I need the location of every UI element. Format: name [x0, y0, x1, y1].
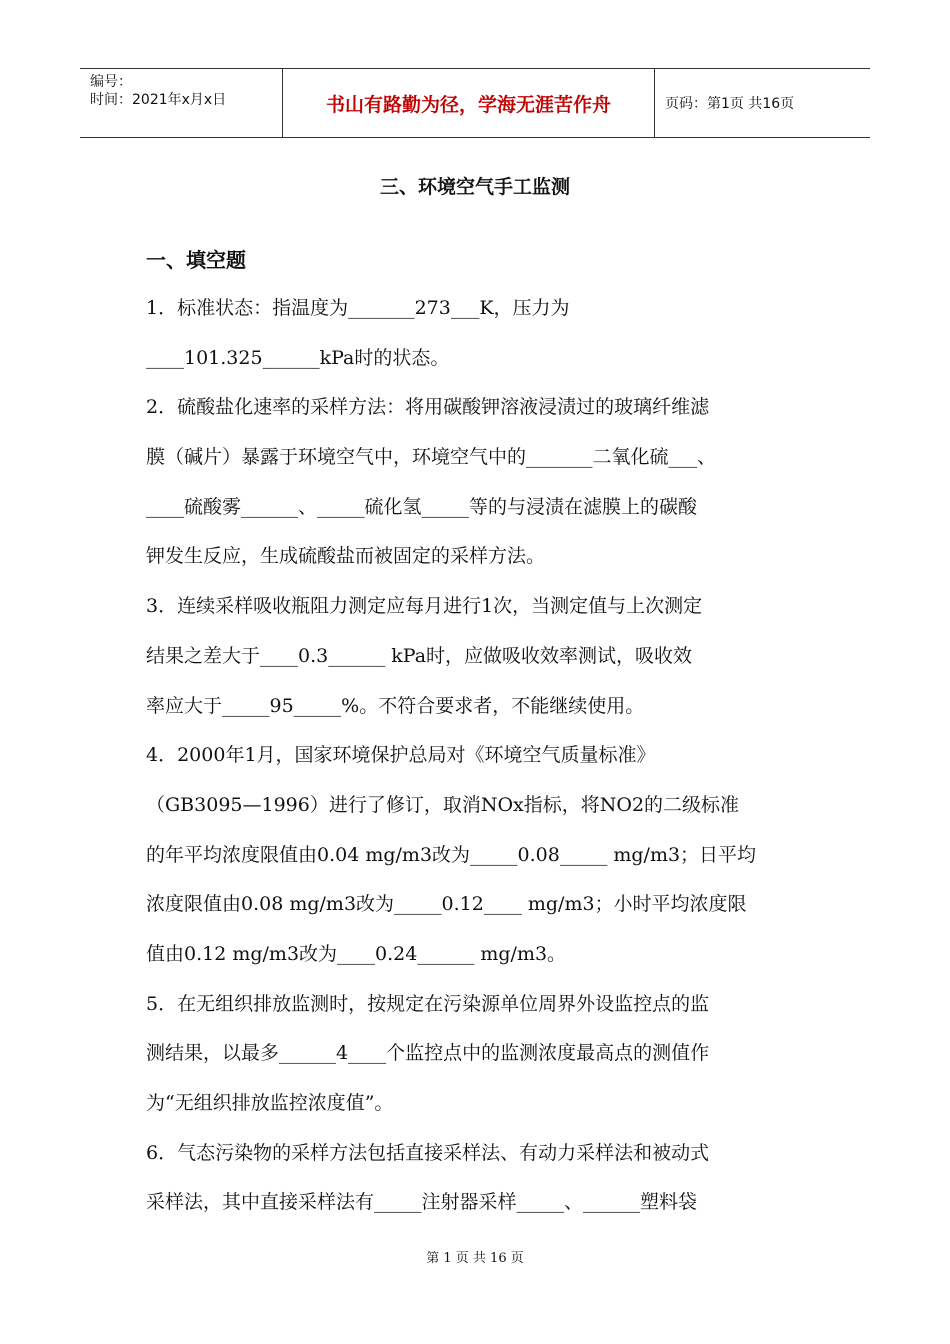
- text-line: 率应大于_____95_____%。不符合要求者，不能继续使用。: [146, 694, 645, 717]
- text-line: 钾发生反应，生成硫酸盐而被固定的采样方法。: [146, 545, 546, 568]
- text-line: 1．标准状态：指温度为_______273___K，压力为: [146, 297, 570, 319]
- document-title: 三、环境空气手工监测: [379, 176, 570, 198]
- text-line: 3．连续采样吸收瓶阻力测定应每月进行1次，当测定值与上次测定: [146, 595, 703, 618]
- header-left: [80, 69, 282, 137]
- text-line: （GB3095—1996）进行了修订，取消NOx指标，将NO2的二级标准: [146, 793, 740, 816]
- text-line: 2．硫酸盐化速率的采样方法：将用碳酸钾溶液浸渍过的玻璃纤维滤: [146, 396, 710, 419]
- text-line: 为“无组织排放监控浓度值”。: [146, 1092, 394, 1114]
- text-line: 5．在无组织排放监测时，按规定在污染源单位周界外设监控点的监: [146, 992, 710, 1015]
- page-info: 页码：第1页 共16页: [665, 96, 795, 112]
- text-line: ____101.325______kPa时的状态。: [146, 346, 450, 369]
- text-line: ____硫酸雾______、_____硫化氢_____等的与浸渍在滤膜上的碳酸: [146, 495, 698, 518]
- text-line: 的年平均浓度限值由0.04 mg/m3改为_____0.08_____ mg/m3；日平均: [146, 843, 757, 866]
- text-line: 浓度限值由0.08 mg/m3改为_____0.12____ mg/m3；小时平均浓度限: [146, 893, 747, 916]
- text-line: 采样法，其中直接采样法有_____注射器采样_____、______塑料袋: [146, 1191, 698, 1214]
- document-body: [146, 290, 806, 1234]
- section-heading: 一、填空题: [146, 248, 246, 272]
- date-label: 时间：2021年x月x日: [90, 92, 227, 108]
- motto: 书山有路勤为径，学海无涯苦作舟: [282, 69, 655, 137]
- text-line: 测结果，以最多______4____个监控点中的监测浓度最高点的测值作: [146, 1042, 710, 1065]
- text-line: 值由0.12 mg/m3改为____0.24______ mg/m3。: [146, 942, 567, 965]
- number-label: 编号：: [90, 74, 132, 90]
- text-line: 4．2000年1月，国家环境保护总局对《环境空气质量标准》: [146, 744, 656, 767]
- page-footer: 第 1 页 共 16 页: [426, 1251, 524, 1266]
- text-line: 结果之差大于____0.3______ kPa时，应做吸收效率测试，吸收效: [146, 644, 693, 667]
- text-line: 膜（碱片）暴露于环境空气中，环境空气中的_______二氧化硫___、: [146, 446, 717, 469]
- text-line: 6．气态污染物的采样方法包括直接采样法、有动力采样法和被动式: [146, 1141, 710, 1164]
- page-header: [80, 68, 870, 138]
